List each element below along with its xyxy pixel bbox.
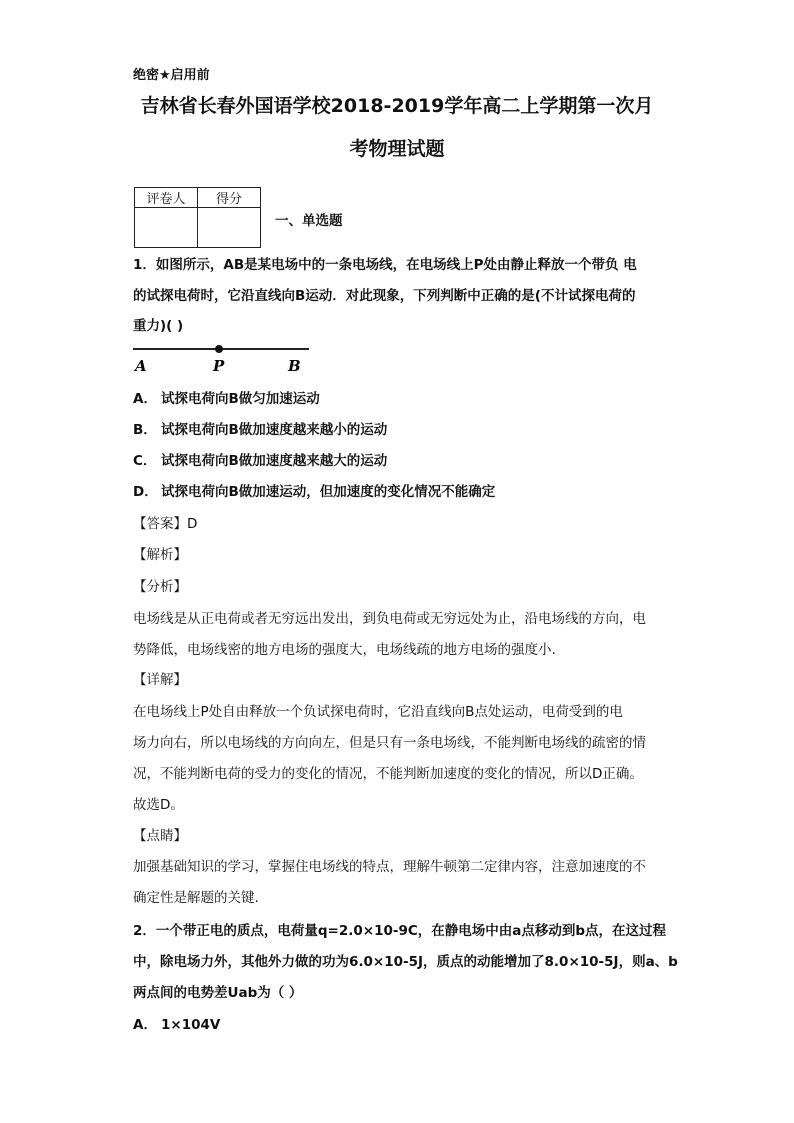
- exam-title-line2: 考物理试题: [349, 138, 445, 160]
- q1-tip-line1: 加强基础知识的学习，掌握住电场线的特点，理解牛顿第二定律内容，注意加速度的不: [133, 859, 646, 875]
- option-text: 试探电荷向B做加速度越来越大的运动: [161, 453, 388, 469]
- option-letter: A．: [133, 391, 157, 407]
- q1-tip-heading: 【点睛】: [133, 828, 187, 844]
- q1-fenxi-line1: 电场线是从正电荷或者无穷远出发出，到负电荷或无穷远处为止，沿电场线的方向，电: [133, 611, 646, 627]
- option-text: 1×104V: [161, 1017, 221, 1033]
- score-table-grader-cell: [135, 208, 198, 248]
- exam-title-line1: 吉林省长春外国语学校2018-2019学年高二上学期第一次月: [140, 95, 654, 117]
- secret-mark: 绝密★启用前: [133, 68, 210, 83]
- section-title: 一、单选题: [275, 213, 343, 229]
- q2-stem-line2: 中，除电场力外，其他外力做的功为6.0×10-5J，质点的动能增加了8.0×10-5J，则a、b: [133, 954, 678, 970]
- electric-field-line-figure: [133, 342, 313, 374]
- q1-option-b: [133, 420, 387, 440]
- option-letter: C．: [133, 453, 157, 469]
- q1-answer: 【答案】D: [133, 516, 198, 532]
- score-table-score-header: 得分: [198, 188, 261, 208]
- q1-fenxi-line2: 势降低，电场线密的地方电场的强度大，电场线疏的地方电场的强度小.: [133, 642, 556, 658]
- figure-label-b: B: [288, 357, 301, 374]
- option-text: 试探电荷向B做加速运动，但加速度的变化情况不能确定: [161, 484, 496, 500]
- q1-option-d: [133, 482, 495, 502]
- figure-label-a: A: [135, 357, 147, 374]
- option-text: 试探电荷向B做匀加速运动: [161, 391, 320, 407]
- q1-detail-line1: 在电场线上P处自由释放一个负试探电荷时，它沿直线向B点处运动，电荷受到的电: [133, 704, 623, 720]
- q1-option-a: [133, 389, 320, 409]
- q1-tip-line2: 确定性是解题的关键.: [133, 890, 259, 906]
- option-letter: D．: [133, 484, 158, 500]
- q1-detail-line3: 况，不能判断电荷的受力的变化的情况，不能判断加速度的变化的情况，所以D正确。: [133, 766, 643, 782]
- q2-stem-line1: 2．一个带正电的质点，电荷量q=2.0×10-9C，在静电场中由a点移动到b点，在这过程: [133, 923, 667, 939]
- score-table-grader-header: 评卷人: [135, 188, 198, 208]
- q1-detail-line2: 场力向右，所以电场线的方向向左，但是只有一条电场线，不能判断电场线的疏密的情: [133, 735, 646, 751]
- q1-option-c: [133, 451, 387, 471]
- score-table: [134, 187, 261, 248]
- q1-fenxi-heading: 【分析】: [133, 579, 187, 595]
- point-p-dot: [215, 345, 223, 353]
- q1-stem-line3: 重力)( ): [133, 318, 184, 334]
- option-letter: A．: [133, 1017, 157, 1033]
- q2-option-a: [133, 1015, 220, 1035]
- q1-stem-line1: 1．如图所示，AB是某电场中的一条电场线，在电场线上P处由静止释放一个带负 电: [133, 257, 637, 273]
- q2-stem-line3: 两点间的电势差Uab为（ ）: [133, 985, 303, 1001]
- q1-analysis-heading: 【解析】: [133, 547, 187, 563]
- option-text: 试探电荷向B做加速度越来越小的运动: [161, 422, 388, 438]
- option-letter: B．: [133, 422, 157, 438]
- q1-detail-heading: 【详解】: [133, 672, 187, 688]
- q1-stem-line2: 的试探电荷时，它沿直线向B运动．对此现象，下列判断中正确的是(不计试探电荷的: [133, 288, 636, 304]
- score-table-score-cell: [198, 208, 261, 248]
- figure-label-p: P: [213, 357, 225, 374]
- q1-detail-line4: 故选D。: [133, 797, 184, 813]
